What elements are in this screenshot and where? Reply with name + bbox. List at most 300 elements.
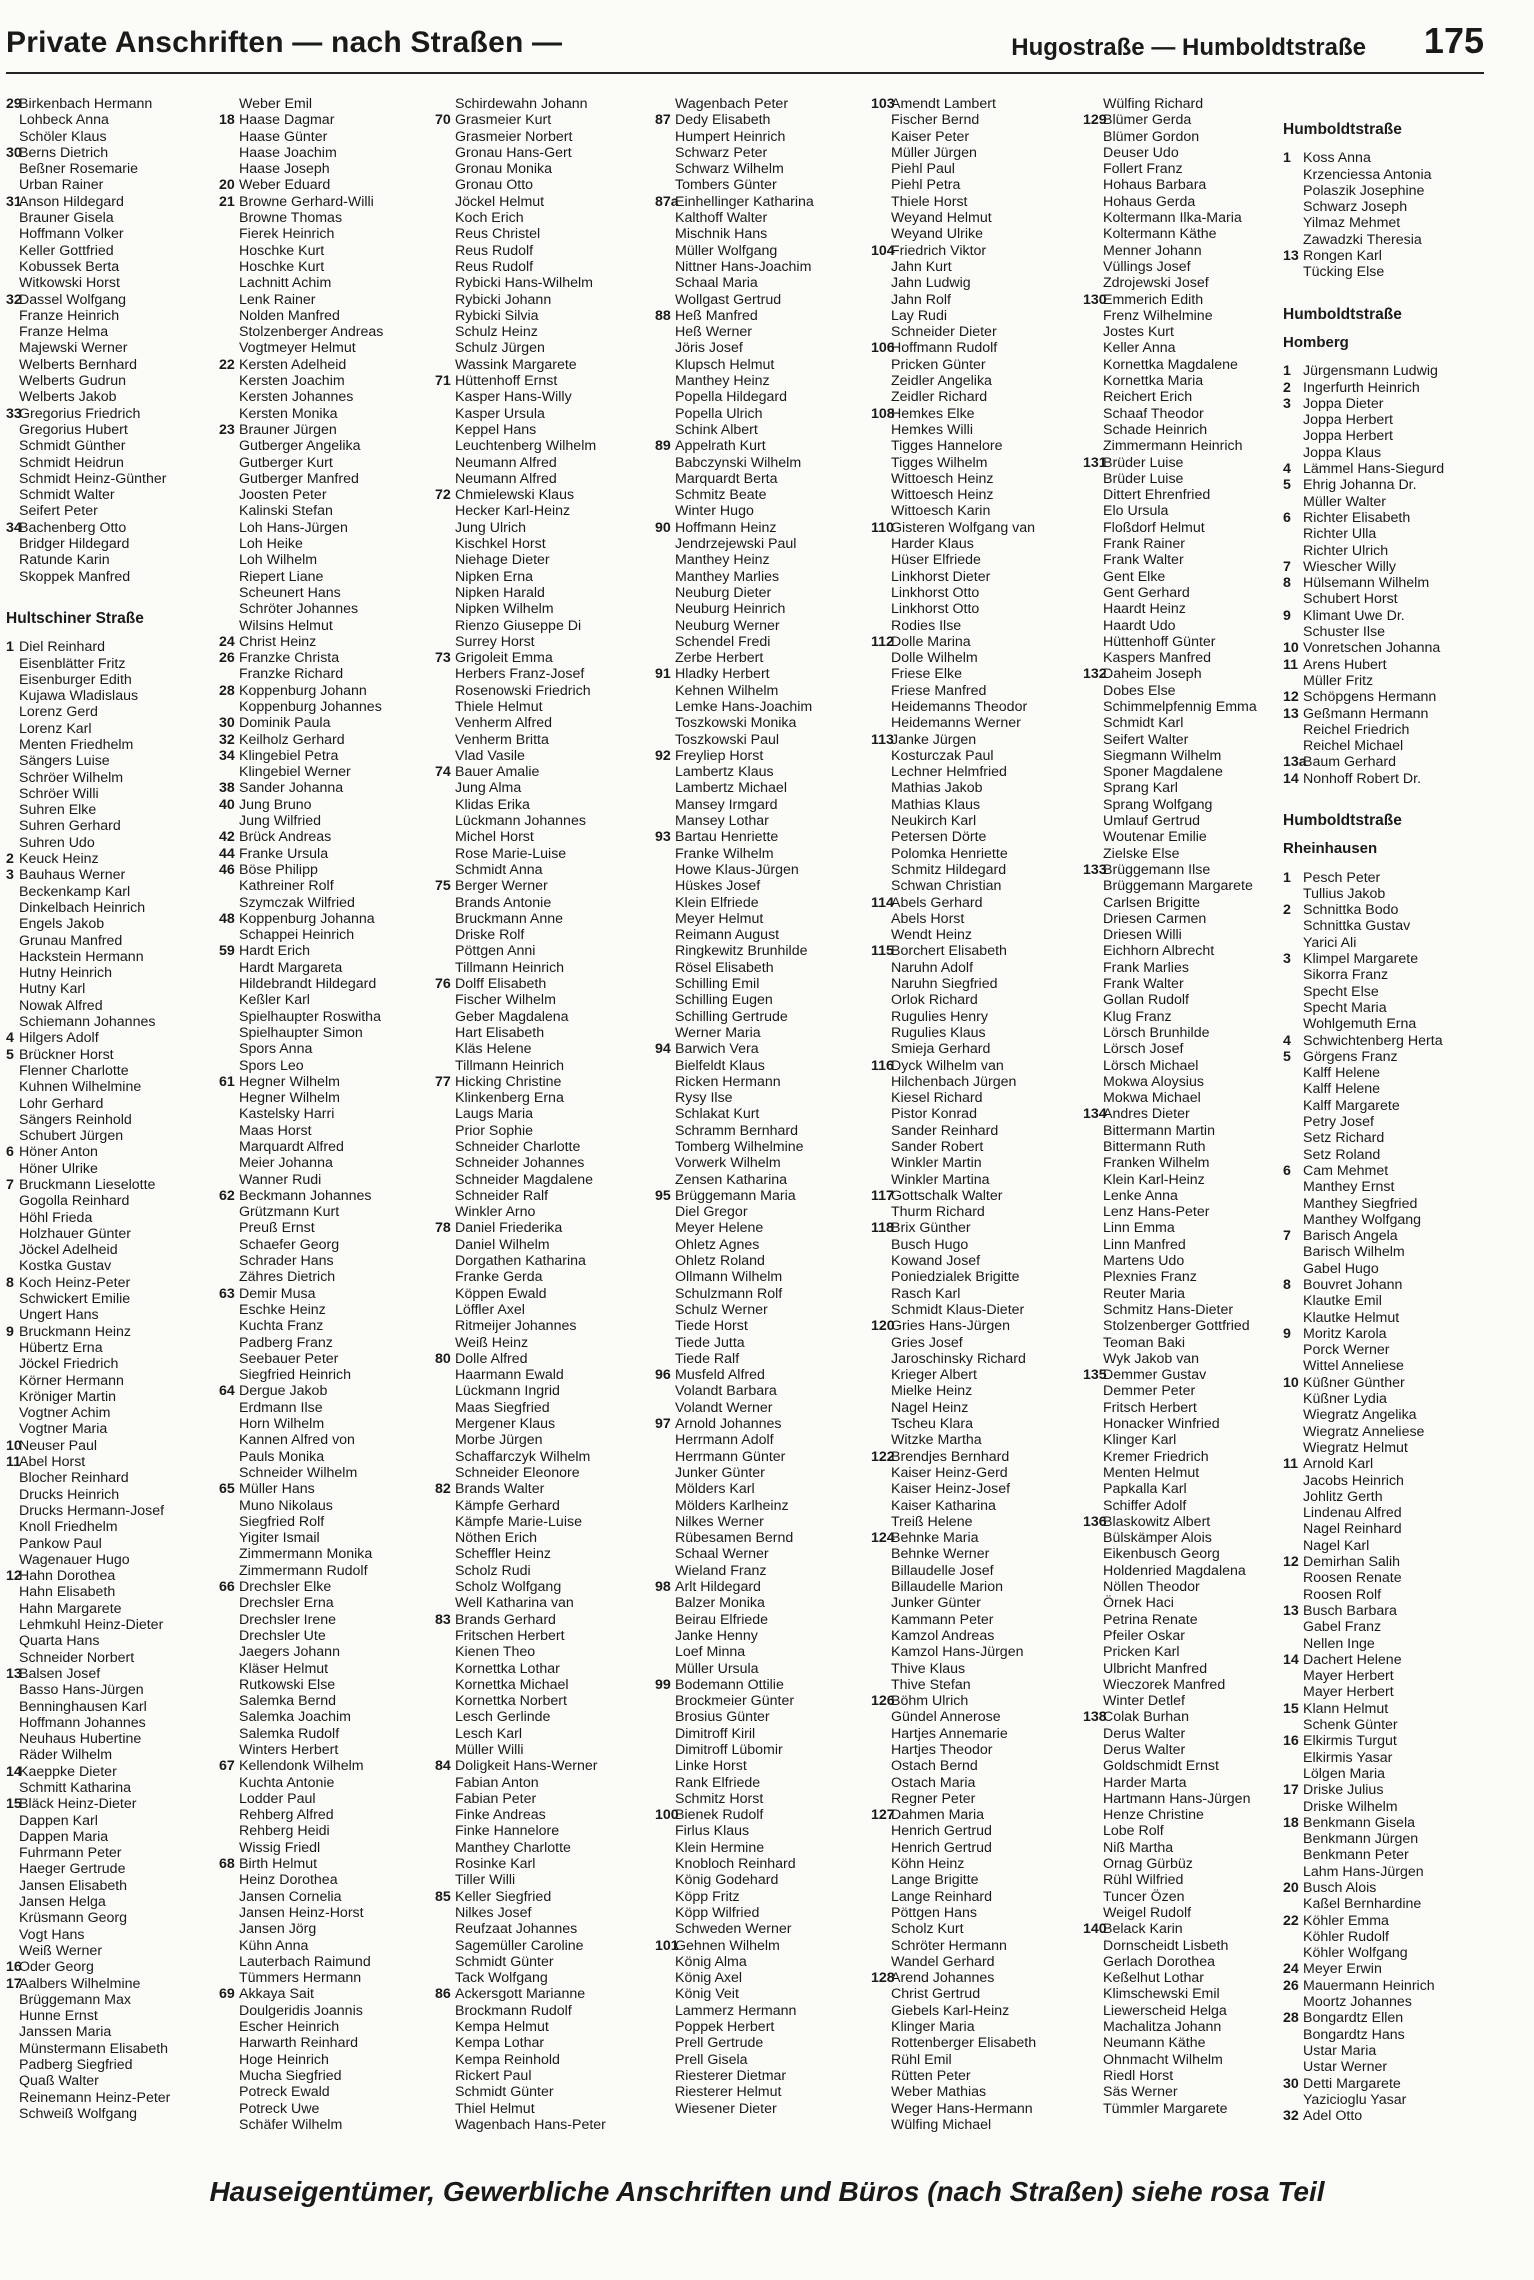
resident-name: Höner Ulrike bbox=[19, 1160, 98, 1177]
resident-name: Diel Reinhard bbox=[19, 639, 105, 656]
house-number bbox=[871, 1253, 891, 1269]
house-number bbox=[871, 145, 891, 161]
resident-name: Reus Christel bbox=[455, 226, 541, 243]
resident-name: Eikenbusch Georg bbox=[1103, 1546, 1220, 1563]
resident-name: Weigel Rudolf bbox=[1103, 1904, 1192, 1921]
resident-entry bbox=[435, 1823, 655, 1839]
resident-name: Stolzenberger Andreas bbox=[239, 324, 384, 341]
house-number bbox=[871, 1889, 891, 1905]
resident-entry bbox=[655, 927, 871, 943]
house-number bbox=[871, 1905, 891, 1921]
house-number bbox=[871, 536, 891, 552]
house-number bbox=[6, 1878, 19, 1894]
resident-entry bbox=[1283, 738, 1480, 754]
house-number bbox=[871, 748, 891, 764]
house-number bbox=[1083, 601, 1103, 617]
house-number bbox=[1283, 1538, 1303, 1554]
resident-entry bbox=[871, 1058, 1083, 1074]
resident-entry bbox=[219, 585, 435, 601]
house-number: 5 bbox=[1283, 1048, 1291, 1065]
resident-name: Franke Ursula bbox=[239, 845, 329, 862]
house-number: 136 bbox=[1083, 1513, 1107, 1530]
resident-name: Venherm Britta bbox=[455, 731, 549, 748]
house-number bbox=[1283, 543, 1303, 559]
resident-entry bbox=[1283, 1880, 1480, 1896]
house-number bbox=[871, 1106, 891, 1122]
resident-name: Schulz Jürgen bbox=[455, 340, 545, 357]
resident-name: Wiescher Willy bbox=[1303, 558, 1397, 575]
resident-name: Yigiter Ismail bbox=[239, 1530, 320, 1547]
resident-entry bbox=[871, 340, 1083, 356]
resident-entry bbox=[1283, 624, 1480, 640]
house-number bbox=[1083, 1155, 1103, 1171]
resident-entry bbox=[871, 438, 1083, 454]
house-number bbox=[655, 1106, 675, 1122]
resident-name: Köppen Ewald bbox=[455, 1285, 547, 1302]
house-number bbox=[435, 1432, 455, 1448]
resident-entry bbox=[1083, 1074, 1283, 1090]
resident-entry bbox=[6, 835, 219, 851]
house-number bbox=[1283, 1358, 1303, 1374]
resident-name: Dolff Elisabeth bbox=[455, 976, 547, 993]
resident-name: Ollmann Wilhelm bbox=[675, 1269, 783, 1286]
resident-name: Brückner Horst bbox=[19, 1046, 114, 1063]
resident-entry bbox=[6, 1829, 219, 1845]
resident-name: Lückmann Ingrid bbox=[455, 1383, 560, 1400]
resident-entry bbox=[1283, 1049, 1480, 1065]
resident-entry bbox=[871, 1661, 1083, 1677]
house-number bbox=[871, 780, 891, 796]
resident-entry bbox=[655, 389, 871, 405]
house-number bbox=[871, 129, 891, 145]
house-number bbox=[435, 1563, 455, 1579]
resident-entry bbox=[435, 715, 655, 731]
resident-name: Bielfeldt Klaus bbox=[675, 1057, 765, 1074]
resident-entry bbox=[6, 1927, 219, 1943]
resident-entry bbox=[1283, 1603, 1480, 1619]
resident-entry bbox=[219, 813, 435, 829]
resident-entry bbox=[1083, 1579, 1283, 1595]
resident-name: Dahmen Maria bbox=[891, 1807, 985, 1824]
resident-entry bbox=[6, 1307, 219, 1323]
resident-entry bbox=[871, 2003, 1083, 2019]
resident-entry bbox=[435, 145, 655, 161]
house-number bbox=[1283, 1212, 1303, 1228]
resident-entry bbox=[871, 1106, 1083, 1122]
resident-name: Friese Elke bbox=[891, 666, 962, 683]
resident-name: Zähres Dietrich bbox=[239, 1269, 336, 1286]
resident-entry bbox=[655, 1938, 871, 1954]
resident-entry bbox=[871, 2052, 1083, 2068]
house-number bbox=[1283, 232, 1303, 248]
resident-name: Schubert Jürgen bbox=[19, 1128, 124, 1145]
resident-name: Jöckel Helmut bbox=[455, 193, 545, 210]
resident-entry bbox=[1283, 1179, 1480, 1195]
resident-entry bbox=[871, 878, 1083, 894]
resident-name: Klinger Maria bbox=[891, 2019, 975, 2036]
house-number: 16 bbox=[6, 1959, 22, 1976]
resident-name: Janke Henny bbox=[675, 1627, 758, 1644]
resident-entry bbox=[6, 1193, 219, 1209]
resident-name: Mauermann Heinrich bbox=[1303, 1977, 1435, 1994]
house-number bbox=[435, 520, 455, 536]
house-number bbox=[6, 1927, 19, 1943]
resident-entry bbox=[1083, 927, 1283, 943]
house-number bbox=[871, 1400, 891, 1416]
resident-name: Schwan Christian bbox=[891, 878, 1002, 895]
resident-name: Schmidt Heinz-Günther bbox=[19, 470, 167, 487]
house-number: 138 bbox=[1083, 1709, 1107, 1726]
resident-name: Schaffarczyk Wilhelm bbox=[455, 1448, 591, 1465]
resident-entry bbox=[219, 634, 435, 650]
house-number bbox=[655, 1823, 675, 1839]
resident-entry bbox=[655, 373, 871, 389]
resident-name: Jöckel Adelheid bbox=[19, 1242, 118, 1259]
house-number bbox=[1083, 1530, 1103, 1546]
resident-name: Schröter Johannes bbox=[239, 601, 359, 618]
house-number bbox=[871, 1025, 891, 1041]
house-number bbox=[435, 780, 455, 796]
house-number bbox=[219, 1172, 239, 1188]
resident-name: Wülfing Michael bbox=[891, 2116, 992, 2133]
resident-entry bbox=[435, 2068, 655, 2084]
resident-entry bbox=[219, 601, 435, 617]
house-number bbox=[435, 683, 455, 699]
resident-name: Grasmeier Kurt bbox=[455, 112, 552, 129]
house-number: 108 bbox=[871, 405, 895, 422]
resident-name: Gutberger Manfred bbox=[239, 470, 359, 487]
house-number bbox=[871, 1155, 891, 1171]
resident-name: Frank Marlies bbox=[1103, 959, 1189, 976]
resident-name: Schwickert Emilie bbox=[19, 1291, 131, 1308]
house-number bbox=[219, 1742, 239, 1758]
resident-entry bbox=[219, 1335, 435, 1351]
resident-entry bbox=[1083, 1677, 1283, 1693]
resident-name: Nagel Heinz bbox=[891, 1399, 969, 1416]
resident-name: Nipken Wilhelm bbox=[455, 601, 554, 618]
resident-name: Vorwerk Wilhelm bbox=[675, 1155, 781, 1172]
house-number bbox=[1083, 1090, 1103, 1106]
resident-entry bbox=[6, 422, 219, 438]
resident-name: Tiede Ralf bbox=[675, 1350, 740, 1367]
house-number bbox=[1083, 683, 1103, 699]
resident-entry bbox=[6, 1210, 219, 1226]
resident-name: Barwich Vera bbox=[675, 1041, 759, 1058]
resident-entry bbox=[871, 1253, 1083, 1269]
resident-entry bbox=[655, 943, 871, 959]
section-title: Private Anschriften — nach Straßen — bbox=[6, 26, 563, 59]
resident-entry bbox=[6, 1063, 219, 1079]
house-number bbox=[219, 243, 239, 259]
house-number: 11 bbox=[1283, 1456, 1298, 1473]
house-number bbox=[871, 1432, 891, 1448]
resident-name: Friese Manfred bbox=[891, 682, 987, 699]
resident-name: Winkler Martin bbox=[891, 1155, 982, 1172]
house-number bbox=[871, 1465, 891, 1481]
resident-name: Müller Ursula bbox=[675, 1660, 759, 1677]
house-number bbox=[1083, 748, 1103, 764]
house-number bbox=[219, 210, 239, 226]
resident-name: Scheffler Heinz bbox=[455, 1546, 551, 1563]
house-number bbox=[871, 2117, 891, 2133]
resident-entry bbox=[1083, 1253, 1283, 1269]
resident-name: Nittner Hans-Joachim bbox=[675, 258, 812, 275]
resident-entry bbox=[6, 851, 219, 867]
resident-entry bbox=[1283, 494, 1480, 510]
resident-name: Beirau Elfriede bbox=[675, 1611, 769, 1628]
house-number: 3 bbox=[1283, 951, 1291, 968]
house-number: 46 bbox=[219, 861, 235, 878]
house-number bbox=[6, 471, 19, 487]
resident-name: Treiß Helene bbox=[891, 1513, 973, 1530]
resident-name: Schwarz Peter bbox=[675, 144, 768, 161]
resident-entry bbox=[435, 1025, 655, 1041]
resident-name: Piehl Petra bbox=[891, 177, 961, 194]
house-number bbox=[435, 1791, 455, 1807]
house-number bbox=[871, 976, 891, 992]
resident-entry bbox=[655, 1498, 871, 1514]
resident-name: Hladky Herbert bbox=[675, 666, 770, 683]
resident-name: Hülsemann Wilhelm bbox=[1303, 575, 1430, 592]
house-number bbox=[6, 1894, 19, 1910]
resident-name: Geber Magdalena bbox=[455, 1008, 569, 1025]
resident-name: Hart Elisabeth bbox=[455, 1024, 545, 1041]
resident-name: Tillmann Heinrich bbox=[455, 959, 565, 976]
resident-entry bbox=[655, 1872, 871, 1888]
resident-name: Klautke Helmut bbox=[1303, 1309, 1400, 1326]
resident-name: Sander Reinhard bbox=[891, 1122, 999, 1139]
resident-name: Weiß Heinz bbox=[455, 1334, 529, 1351]
resident-entry bbox=[6, 177, 219, 193]
resident-entry bbox=[871, 1628, 1083, 1644]
resident-name: Keller Anna bbox=[1103, 340, 1176, 357]
resident-name: Kuchta Franz bbox=[239, 1318, 324, 1335]
resident-entry bbox=[219, 357, 435, 373]
resident-entry bbox=[871, 1726, 1083, 1742]
resident-name: Gronau Otto bbox=[455, 177, 534, 194]
resident-entry bbox=[435, 1693, 655, 1709]
resident-entry bbox=[655, 243, 871, 259]
resident-name: Welberts Gudrun bbox=[19, 373, 126, 390]
house-number bbox=[435, 2101, 455, 2117]
resident-entry bbox=[219, 194, 435, 210]
resident-entry bbox=[6, 1030, 219, 1046]
resident-name: Kienen Theo bbox=[455, 1644, 536, 1661]
resident-name: Tümmler Margarete bbox=[1103, 2100, 1228, 2117]
resident-entry bbox=[6, 672, 219, 688]
resident-name: Ulbricht Manfred bbox=[1103, 1660, 1208, 1677]
resident-name: Wieland Franz bbox=[675, 1562, 767, 1579]
resident-entry bbox=[655, 1758, 871, 1774]
resident-entry bbox=[1083, 1025, 1283, 1041]
house-number: 132 bbox=[1083, 666, 1107, 683]
resident-entry bbox=[219, 2003, 435, 2019]
resident-name: Abels Horst bbox=[891, 910, 965, 927]
directory-columns bbox=[6, 96, 1480, 2146]
house-number: 61 bbox=[219, 1073, 235, 1090]
house-number bbox=[1083, 960, 1103, 976]
house-number bbox=[219, 1318, 239, 1334]
resident-name: Schröter Hermann bbox=[891, 1937, 1007, 1954]
house-number bbox=[6, 1014, 19, 1030]
house-number: 129 bbox=[1083, 112, 1107, 129]
resident-name: Thurm Richard bbox=[891, 1204, 985, 1221]
resident-name: Haase Joseph bbox=[239, 161, 330, 178]
resident-name: Holzhauer Günter bbox=[19, 1225, 131, 1242]
house-number bbox=[1083, 2019, 1103, 2035]
resident-entry bbox=[1083, 1514, 1283, 1530]
resident-name: Manthey Ernst bbox=[1303, 1179, 1395, 1196]
resident-entry bbox=[219, 145, 435, 161]
resident-name: Dassel Wolfgang bbox=[19, 291, 126, 308]
resident-entry bbox=[1083, 1335, 1283, 1351]
resident-entry bbox=[219, 1123, 435, 1139]
house-number bbox=[871, 1791, 891, 1807]
house-number bbox=[871, 1595, 891, 1611]
house-number: 110 bbox=[871, 519, 894, 536]
resident-name: Hüser Elfriede bbox=[891, 552, 981, 569]
resident-name: Frenz Wilhelmine bbox=[1103, 307, 1213, 324]
house-number bbox=[655, 764, 675, 780]
resident-entry bbox=[435, 1954, 655, 1970]
resident-entry bbox=[1283, 1978, 1480, 1994]
resident-name: Finke Andreas bbox=[455, 1807, 546, 1824]
resident-entry bbox=[871, 1465, 1083, 1481]
house-number bbox=[6, 2073, 19, 2089]
house-number bbox=[655, 780, 675, 796]
resident-name: Jung Alma bbox=[455, 780, 522, 797]
resident-entry bbox=[1283, 1994, 1480, 2010]
resident-entry bbox=[435, 2084, 655, 2100]
house-number bbox=[655, 226, 675, 242]
resident-name: Gregorius Friedrich bbox=[19, 405, 141, 422]
house-number bbox=[6, 1715, 19, 1731]
resident-name: Scholz Rudi bbox=[455, 1562, 531, 1579]
resident-name: Baum Gerhard bbox=[1303, 754, 1397, 771]
resident-entry bbox=[1083, 324, 1283, 340]
house-number bbox=[655, 992, 675, 1008]
resident-name: Ustar Maria bbox=[1303, 2042, 1377, 2059]
resident-name: Küßner Lydia bbox=[1303, 1391, 1387, 1408]
house-number bbox=[871, 1921, 891, 1937]
house-number: 13 bbox=[1283, 705, 1299, 722]
resident-entry bbox=[435, 1514, 655, 1530]
house-number bbox=[1283, 1717, 1303, 1733]
resident-name: Meyer Helene bbox=[675, 1220, 764, 1237]
house-number bbox=[6, 1943, 19, 1959]
resident-entry bbox=[6, 1454, 219, 1470]
resident-name: Setz Roland bbox=[1303, 1146, 1381, 1163]
house-number bbox=[1083, 177, 1103, 193]
resident-entry bbox=[655, 2068, 871, 2084]
house-number bbox=[1283, 1130, 1303, 1146]
house-number bbox=[1083, 1286, 1103, 1302]
resident-entry bbox=[1283, 1945, 1480, 1961]
resident-name: Hohaus Gerda bbox=[1103, 193, 1196, 210]
resident-name: Nipken Erna bbox=[455, 568, 534, 585]
house-number: 100 bbox=[655, 1807, 679, 1824]
resident-name: Blaskowitz Albert bbox=[1103, 1513, 1211, 1530]
resident-entry bbox=[219, 1807, 435, 1823]
resident-entry bbox=[219, 764, 435, 780]
resident-entry bbox=[6, 2106, 219, 2122]
resident-entry bbox=[1283, 902, 1480, 918]
resident-entry bbox=[1283, 461, 1480, 477]
house-number bbox=[219, 1204, 239, 1220]
house-number: 9 bbox=[1283, 607, 1291, 624]
house-number bbox=[6, 949, 19, 965]
resident-name: Hohaus Barbara bbox=[1103, 177, 1207, 194]
resident-name: Schmidt Günther bbox=[19, 438, 126, 455]
resident-entry bbox=[435, 1628, 655, 1644]
house-number bbox=[655, 1889, 675, 1905]
house-number bbox=[871, 1823, 891, 1839]
resident-name: Dorgathen Katharina bbox=[455, 1253, 586, 1270]
resident-entry bbox=[871, 911, 1083, 927]
resident-entry bbox=[1083, 1840, 1283, 1856]
house-number bbox=[655, 1612, 675, 1628]
house-number bbox=[6, 721, 19, 737]
house-number bbox=[871, 585, 891, 601]
resident-entry bbox=[1283, 1864, 1480, 1880]
resident-name: Bittermann Martin bbox=[1103, 1122, 1215, 1139]
resident-name: König Alma bbox=[675, 1953, 747, 1970]
house-number bbox=[1283, 1929, 1303, 1945]
house-number bbox=[871, 862, 891, 878]
resident-entry bbox=[6, 292, 219, 308]
house-number bbox=[435, 129, 455, 145]
resident-entry bbox=[219, 1905, 435, 1921]
resident-name: Keller Gottfried bbox=[19, 242, 114, 259]
house-number bbox=[435, 161, 455, 177]
house-number bbox=[435, 194, 455, 210]
house-number bbox=[1083, 1009, 1103, 1025]
resident-entry bbox=[1283, 967, 1480, 983]
house-number: 90 bbox=[655, 519, 671, 536]
resident-name: Suhren Udo bbox=[19, 834, 95, 851]
resident-name: Kellendonk Wilhelm bbox=[239, 1758, 364, 1775]
resident-name: Scholz Kurt bbox=[891, 1921, 964, 1938]
house-number bbox=[219, 1237, 239, 1253]
resident-entry bbox=[1083, 1970, 1283, 1986]
resident-name: Browne Thomas bbox=[239, 210, 343, 227]
resident-name: Schendel Fredi bbox=[675, 633, 771, 650]
resident-name: Wendt Heinz bbox=[891, 927, 972, 944]
resident-name: Salemka Rudolf bbox=[239, 1725, 340, 1742]
resident-name: Riepert Liane bbox=[239, 568, 324, 585]
resident-entry bbox=[1083, 1367, 1283, 1383]
resident-entry bbox=[1083, 2003, 1283, 2019]
house-number: 94 bbox=[655, 1041, 671, 1058]
resident-entry bbox=[219, 1889, 435, 1905]
house-number bbox=[219, 1106, 239, 1122]
house-number: 10 bbox=[1283, 640, 1299, 657]
resident-entry bbox=[655, 536, 871, 552]
resident-entry bbox=[6, 1438, 219, 1454]
house-number bbox=[435, 1400, 455, 1416]
resident-entry bbox=[655, 1840, 871, 1856]
resident-name: Popella Hildegard bbox=[675, 389, 787, 406]
house-number bbox=[871, 1009, 891, 1025]
resident-entry bbox=[655, 976, 871, 992]
resident-entry bbox=[435, 471, 655, 487]
resident-name: Müller Willi bbox=[455, 1741, 524, 1758]
resident-name: Thiel Helmut bbox=[455, 2100, 535, 2117]
house-number bbox=[6, 2057, 19, 2073]
resident-entry bbox=[435, 1058, 655, 1074]
resident-name: Naruhn Siegfried bbox=[891, 976, 998, 993]
resident-name: Kornettka Michael bbox=[455, 1676, 569, 1693]
